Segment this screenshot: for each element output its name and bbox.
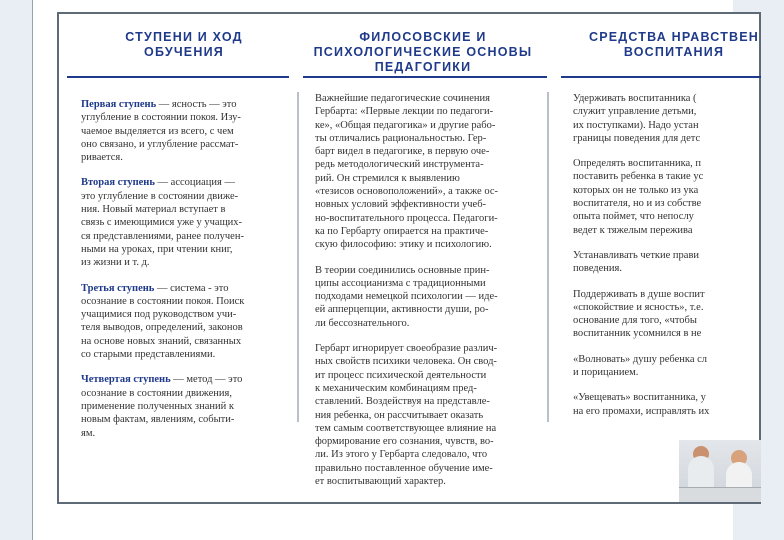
teacher-photo [679, 440, 761, 502]
step-name: Вторая ступень [81, 177, 155, 189]
column-divider-1 [297, 92, 299, 422]
step-name: Третья ступень [81, 282, 155, 294]
step-name: Первая ступень [81, 99, 157, 110]
paragraph: Гербарт игнорирует своеобразие различ- ных свойств психики человека. Он свод- ит процесс психической деятельности к механическим комбинациям пред- ставлений. Воздействуя на представле- ния ребенка, он рассчитывает оказать тем самым соответствующее влияние на формирование его сознания, чувств, во- ли. Из этого у Гербарта следовало, что правильно поставленное обучение име- ет воспитывающий характер. [315, 343, 498, 488]
column-divider-2 [547, 92, 549, 422]
means-column [573, 92, 763, 430]
step-item: Первая ступень — ясность — это углубление в состоянии покоя. Изу- чаемое выделяется из всего, с чем оно связано, и углубление рассмат- ривается. [81, 99, 241, 164]
column-heading-steps: СТУПЕНИ И ХОД ОБУЧЕНИЯ [125, 30, 243, 59]
heading-rule-3 [561, 76, 761, 78]
foundations-column [315, 92, 543, 500]
paragraph: «Волновать» душу ребенка сл и порицанием. [573, 353, 708, 379]
paragraph: Устанавливать четкие прави поведения. [573, 249, 700, 275]
paragraph: Удерживать воспитанника ( служит управление детьми, их поступками). Надо устан границы поведения для детс [573, 93, 701, 144]
paragraph: «Увещевать» воспитанника, у на его промахи, исправлять их [573, 392, 710, 417]
steps-column [81, 98, 291, 452]
step-item: Вторая ступень — ассоциация — это углубление в состоянии движе- ния. Новый материал вступает в связь с имеющимися уже у учащих- ся представлениями, ранее получен- ными на уроках, при чтении книг, из жизни и т. д. [81, 177, 244, 269]
column-heading-foundations: ФИЛОСОВСКИЕ И ПСИХОЛОГИЧЕСКИЕ ОСНОВЫ ПЕДАГОГИКИ [313, 30, 533, 74]
paragraph: Важнейшие педагогические сочинения Гербарта: «Первые лекции по педагоги- ке», «Общая педагогика» и другие рабо- ты отличались рациональностью. Гер- барт видел в педагогике, в первую оче- редь методологический инструмента- рий. Он стремился к выявлению «тезисов основоположений», а также ос- новных условий эффективности учеб- но-воспитательного процесса. Педагоги- ка по Гербарту опирается на практиче- скую философию: этику и психологию. [315, 93, 498, 251]
document-page [57, 12, 761, 504]
step-item: Четвертая ступень — метод — это осознание в состоянии движения, применение полученных знаний к новым фактам, явлениям, событи- ям. [81, 374, 243, 439]
column-heading-means: СРЕДСТВА НРАВСТВЕН ВОСПИТАНИЯ [588, 30, 760, 59]
desk-shape [679, 487, 761, 502]
step-name: Четвертая ступень [81, 374, 171, 386]
paragraph: Определять воспитанника, п поставить ребенка в такие ус которых он не только из ука воспитателя, но и из собстве опыта поймет, что непослу ведет к тяжелым пережива [573, 158, 704, 236]
heading-rule-1 [67, 76, 289, 78]
step-item: Третья ступень — система - это осознание в состоянии покоя. Поиск учащимися под руководством учи- теля выводов, определений, законов на основе новых знаний, связанных со старыми представлениями. [81, 282, 245, 361]
paragraph: Поддерживать в душе воспит «спокойствие и ясность», т.е. основание для того, «чтобы воспитанник усомнился в не [573, 288, 705, 340]
heading-rule-2 [303, 76, 547, 78]
paragraph: В теории соединились основные прин- ципы ассоцианизма с традиционными подходами немецкой психологии — иде- ей апперцепции, активности души, ро- ли бессознательного. [315, 264, 498, 329]
